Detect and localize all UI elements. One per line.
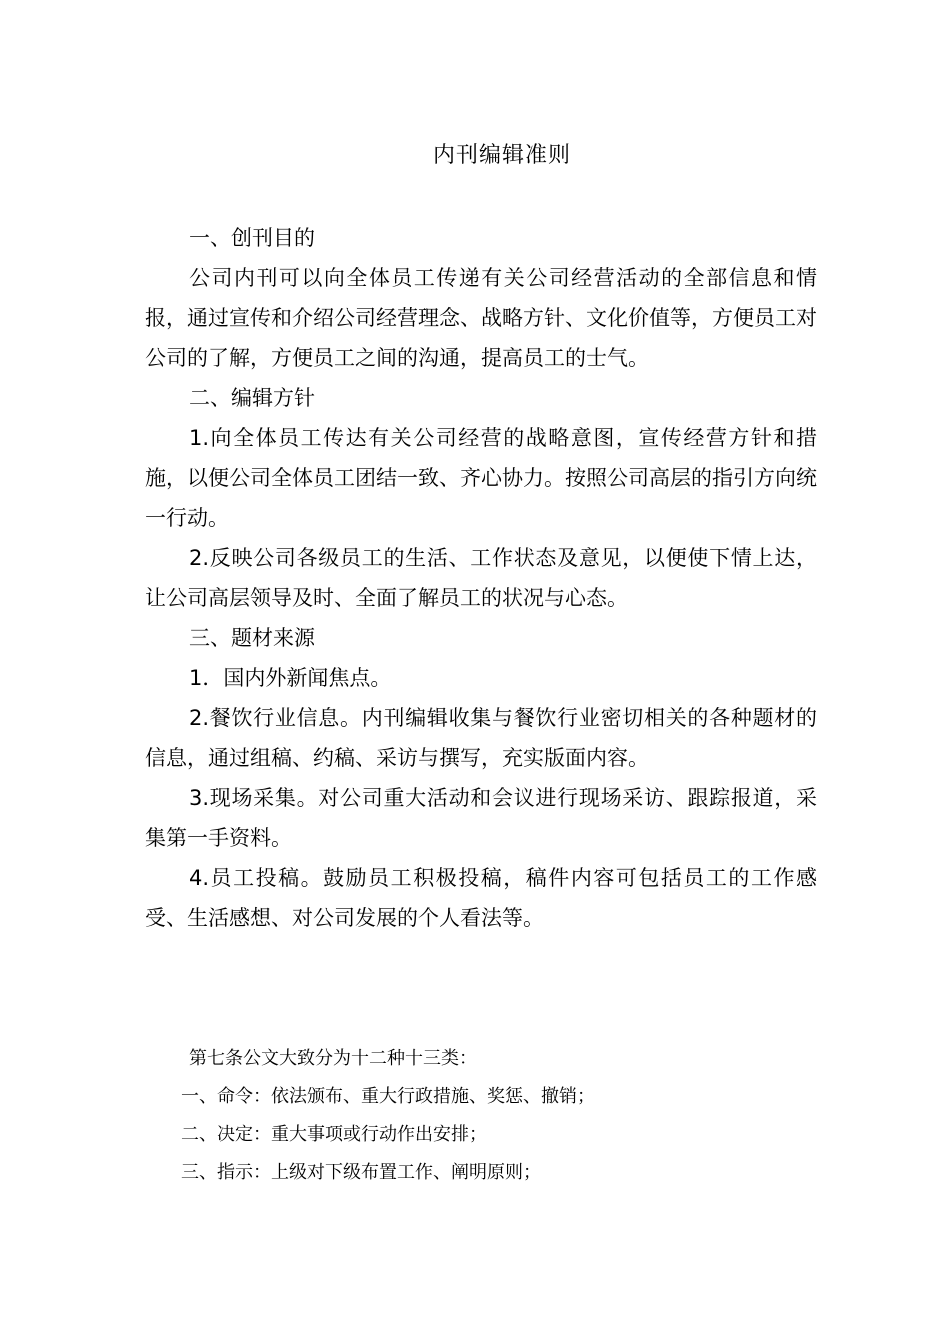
paragraph-purpose: 公司内刊可以向全体员工传递有关公司经营活动的全部信息和情报，通过宣传和介绍公司经营理念、战略方针、文化价值等，方便员工对公司的了解，方便员工之间的沟通，提高员工的士气。 [145, 266, 817, 370]
section-heading-policy: 二、编辑方针 [189, 386, 315, 410]
paragraph-policy-1: 1.向全体员工传达有关公司经营的战略意图，宣传经营方针和措施，以便公司全体员工团结一致、齐心协力。按照公司高层的指引方向统一行动。 [145, 426, 817, 530]
appendix-item-command: 一、命令：依法颁布、重大行政措施、奖惩、撤销； [181, 1086, 595, 1107]
appendix-intro: 第七条公文大致分为十二种十三类： [189, 1048, 477, 1069]
section-heading-sources: 三、题材来源 [189, 626, 315, 650]
paragraph-source-3: 3.现场采集。对公司重大活动和会议进行现场采访、跟踪报道，采集第一手资料。 [145, 786, 817, 850]
paragraph-source-1: 1．国内外新闻焦点。 [189, 666, 392, 690]
paragraph-source-4: 4.员工投稿。鼓励员工积极投稿，稿件内容可包括员工的工作感受、生活感想、对公司发展的个人看法等。 [145, 866, 817, 930]
appendix-item-directive: 三、指示：上级对下级布置工作、阐明原则； [181, 1162, 541, 1183]
section-heading-purpose: 一、创刊目的 [189, 226, 315, 250]
document-body [145, 218, 817, 938]
document-title: 内刊编辑准则 [432, 143, 571, 168]
paragraph-policy-2: 2.反映公司各级员工的生活、工作状态及意见，以便使下情上达，让公司高层领导及时、全面了解员工的状况与心态。 [145, 546, 817, 610]
paragraph-source-2: 2.餐饮行业信息。内刊编辑收集与餐饮行业密切相关的各种题材的信息，通过组稿、约稿、采访与撰写，充实版面内容。 [145, 706, 817, 770]
appendix-item-decision: 二、决定：重大事项或行动作出安排； [181, 1124, 487, 1145]
appendix-section [145, 1040, 817, 1192]
